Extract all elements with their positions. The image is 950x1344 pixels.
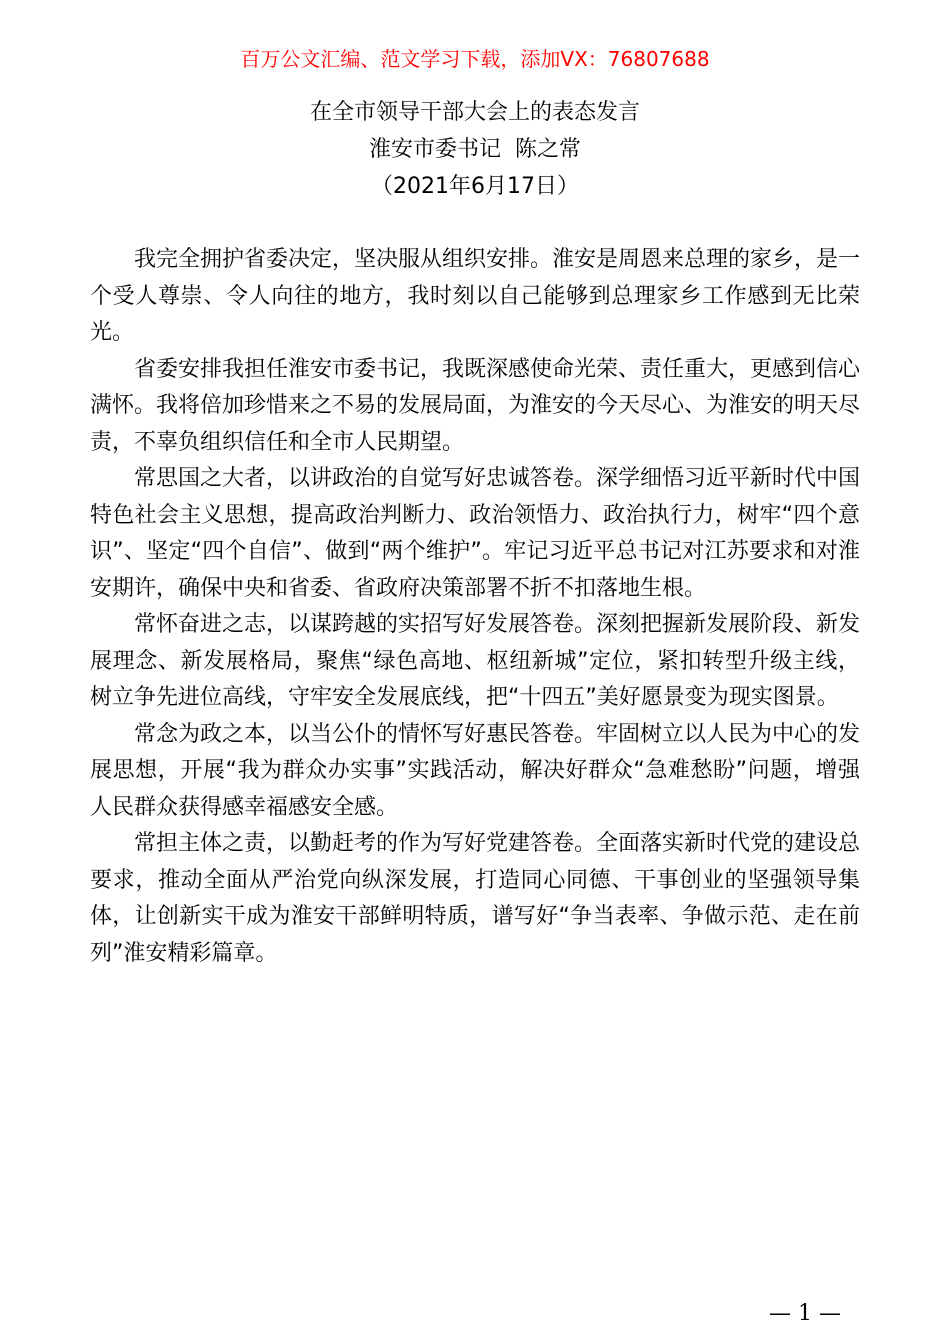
paragraph: 常担主体之责，以勤赶考的作为写好党建答卷。全面落实新时代党的建设总要求，推动全面从严治党向纵深发展，打造同心同德、干事创业的坚强领导集体，让创新实干成为淮安干部鲜明特质，谱写好“争当表率、争做示范、走在前列”淮安精彩篇章。 bbox=[90, 831, 861, 966]
paragraph: 常思国之大者，以讲政治的自觉写好忠诚答卷。深学细悟习近平新时代中国特色社会主义思想，提高政治判断力、政治领悟力、政治执行力，树牢“四个意识”、坚定“四个自信”、做到“两个维护”。牢记习近平总书记对江苏要求和对淮安期许，确保中央和省委、省政府决策部署不折不扣落地生根。 bbox=[90, 466, 861, 601]
document-date: （2021年6月17日） bbox=[371, 174, 579, 199]
paragraph: 省委安排我担任淮安市委书记，我既深感使命光荣、责任重大，更感到信心满怀。我将倍加珍惜来之不易的发展局面，为淮安的今天尽心、为淮安的明天尽责，不辜负组织信任和全市人民期望。 bbox=[90, 356, 861, 455]
document-title: 在全市领导干部大会上的表态发言 bbox=[309, 100, 640, 125]
document-author: 淮安市委书记 陈之常 bbox=[369, 137, 581, 162]
paragraph: 常念为政之本，以当公仆的情怀写好惠民答卷。牢固树立以人民为中心的发展思想，开展“我为群众办实事”实践活动，解决好群众“急难愁盼”问题，增强人民群众获得感幸福感安全感。 bbox=[90, 721, 861, 820]
paragraph: 我完全拥护省委决定，坚决服从组织安排。淮安是周恩来总理的家乡，是一个受人尊崇、令人向往的地方，我时刻以自己能够到总理家乡工作感到无比荣光。 bbox=[90, 247, 861, 345]
document-body bbox=[90, 242, 860, 972]
promo-banner: 百万公文汇编、范文学习下载，添加VX：76807688 bbox=[240, 47, 710, 71]
paragraph: 常怀奋进之志，以谋跨越的实招写好发展答卷。深刻把握新发展阶段、新发展理念、新发展格局，聚焦“绿色高地、枢纽新城”定位，紧扣转型升级主线，树立争先进位高线，守牢安全发展底线，把“十四五”美好愿景变为现实图景。 bbox=[90, 612, 861, 710]
page-number: — 1 — bbox=[769, 1301, 841, 1326]
